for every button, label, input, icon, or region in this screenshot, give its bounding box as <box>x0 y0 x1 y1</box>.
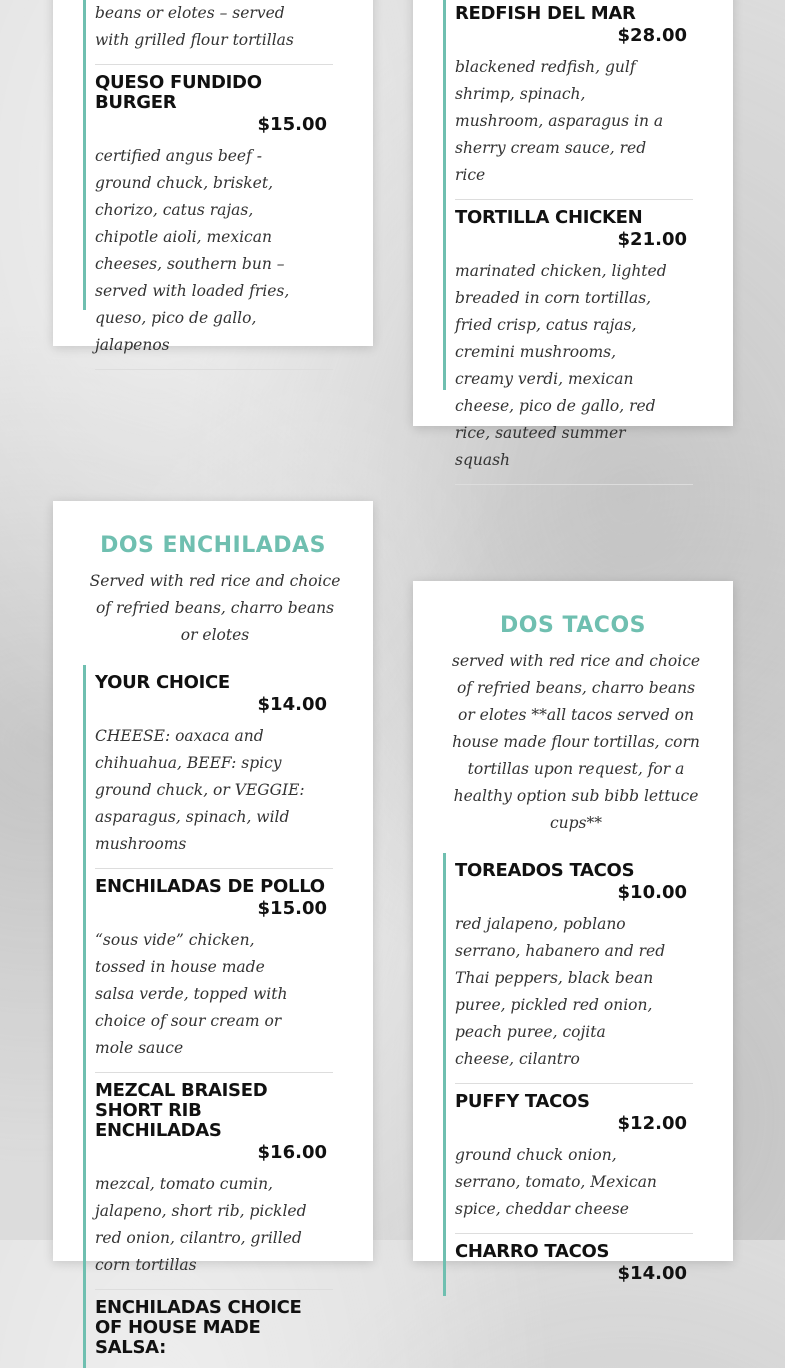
menu-item-description: CHEESE: oaxaca and chihuahua, BEEF: spicy ground chuck, or VEGGIE: asparagus, spinach, wild mushrooms <box>95 727 305 853</box>
section-header <box>413 581 733 837</box>
menu-item-description: marinated chicken, lighted breaded in corn tortillas, fried crisp, catus rajas, cremini mushrooms, creamy verdi, mexican cheese, pico de gallo, red rice, sauteed summer squash <box>455 262 667 469</box>
menu-item <box>455 853 693 1084</box>
menu-item-price: $15.00 <box>257 114 327 135</box>
menu-item-name: PUFFY TACOS <box>455 1091 590 1112</box>
section-header <box>53 501 373 649</box>
menu-item-price: $10.00 <box>617 882 687 903</box>
section-note: Served with red rice and choice of refried beans, charro beans or elotes <box>89 572 341 644</box>
menu-card-tacos <box>413 581 733 1284</box>
menu-item <box>455 200 693 485</box>
menu-item-description: red jalapeno, poblano serrano, habanero and red Thai peppers, black bean puree, pickled red onion, peach puree, cojita cheese, cilantro <box>455 915 666 1068</box>
menu-card-enchiladas <box>53 501 373 1358</box>
menu-item-name: YOUR CHOICE <box>95 672 230 693</box>
menu-item <box>95 65 333 370</box>
menu-item-price: $14.00 <box>257 694 327 715</box>
menu-item-price: $14.00 <box>617 1263 687 1284</box>
menu-item-price: $16.00 <box>257 1142 327 1163</box>
menu-item-name: QUESO FUNDIDO BURGER <box>95 72 262 113</box>
menu-item-description: “sous vide” chicken, tossed in house made salsa verde, topped with choice of sour cream or mole sauce <box>95 931 288 1057</box>
menu-item-name: ENCHILADAS CHOICE OF HOUSE MADE SALSA: <box>95 1297 302 1358</box>
menu-item-name: ENCHILADAS DE POLLO <box>95 876 325 897</box>
menu-items-list <box>83 665 373 1368</box>
menu-item-description: mezcal, tomato cumin, jalapeno, short rib, pickled red onion, cilantro, grilled corn tortillas <box>95 1175 307 1274</box>
menu-item-price: $28.00 <box>617 25 687 46</box>
menu-item-price: $21.00 <box>617 229 687 250</box>
menu-items-list <box>83 0 373 354</box>
menu-item-description: blackened redfish, gulf shrimp, spinach, mushroom, asparagus in a sherry cream sauce, red rice <box>455 58 664 184</box>
menu-items-list <box>443 853 733 1296</box>
menu-item-name: TORTILLA CHICKEN <box>455 207 643 228</box>
menu-item <box>455 1084 693 1234</box>
menu-item-name: REDFISH DEL MAR <box>455 3 636 24</box>
menu-item-description: ground chuck onion, serrano, tomato, Mexican spice, cheddar cheese <box>455 1146 657 1218</box>
menu-item-price: $12.00 <box>617 1113 687 1134</box>
menu-card-left-top <box>53 0 373 354</box>
menu-item-name: MEZCAL BRAISED SHORT RIB ENCHILADAS <box>95 1080 268 1141</box>
menu-item <box>95 665 333 869</box>
menu-item-name: CHARRO TACOS <box>455 1241 610 1262</box>
section-note: served with red rice and choice of refried beans, charro beans or elotes **all tacos served on house made flour tortillas, corn tortillas upon request, for a healthy option sub bibb lettuce cups** <box>451 652 701 832</box>
menu-item <box>455 0 693 200</box>
menu-item <box>95 1073 333 1290</box>
menu-item-description: certified angus beef - ground chuck, brisket, chorizo, catus rajas, chipotle aioli, mexican cheeses, southern bun – served with loaded fries, queso, pico de gallo, jalapenos <box>95 147 290 354</box>
menu-item <box>95 1290 333 1368</box>
menu-item <box>455 1234 693 1296</box>
menu-item-description: beans or elotes – served with grilled flour tortillas <box>95 4 294 49</box>
menu-items-list <box>443 0 733 469</box>
section-title: DOS ENCHILADAS <box>100 533 326 558</box>
menu-item-name: TOREADOS TACOS <box>455 860 635 881</box>
menu-card-right-top <box>413 0 733 469</box>
menu-item <box>95 0 333 65</box>
menu-item-price: $15.00 <box>257 898 327 919</box>
menu-item <box>95 869 333 1073</box>
section-title: DOS TACOS <box>500 613 646 638</box>
